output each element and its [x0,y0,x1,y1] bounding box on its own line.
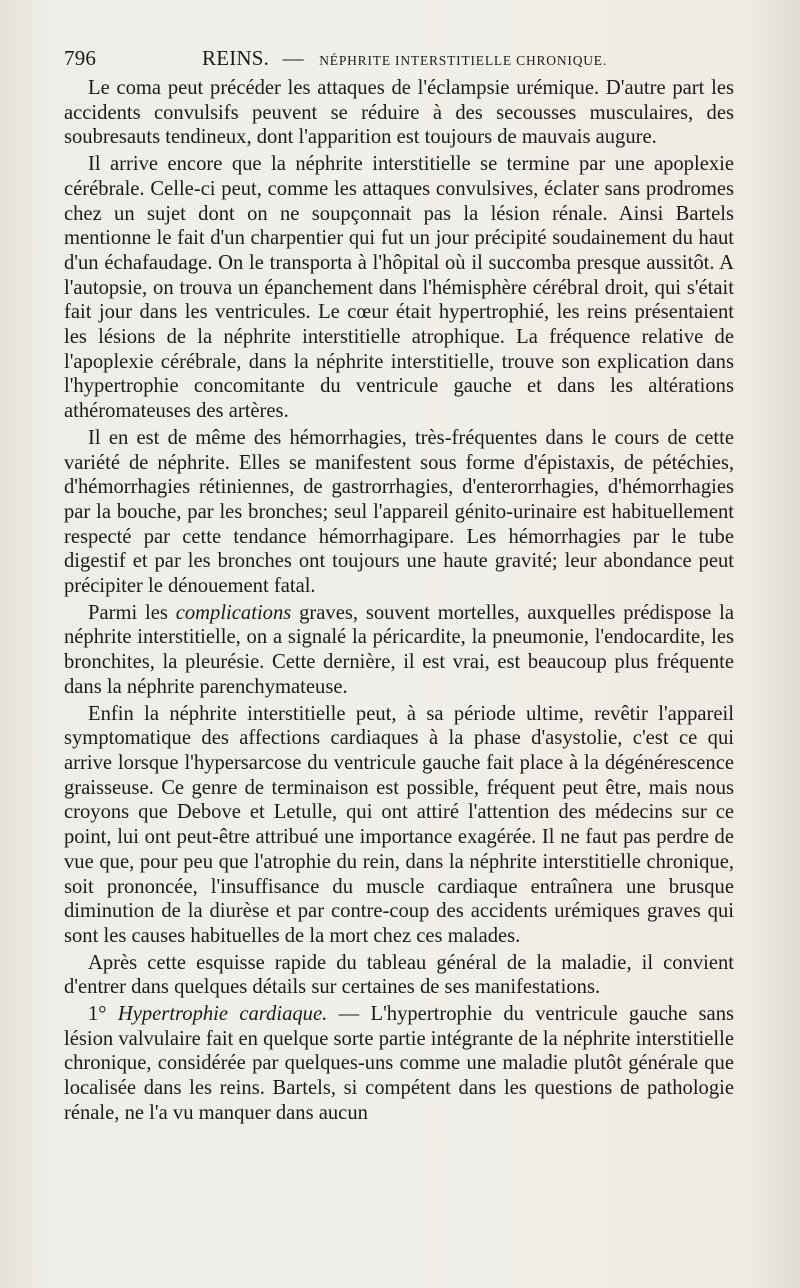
complications-intro: Parmi les [88,601,176,624]
hypertrophie-body: — L'hypertrophie du ventricule gauche sans lésion valvulaire fait en quelque sorte partie intégrante de la néphrite interstitielle chronique, considérée par quelques-uns comme une maladie plutôt générale que localisée dans les reins. Bartels, si compétent dans les questions de pathologie rénale, ne l'a vu manquer dans aucun [64,1003,734,1124]
subsection-title: NÉPHRITE INTERSTITIELLE CHRONIQUE. [319,53,608,68]
paragraph-coma: Le coma peut précéder les attaques de l'éclampsie urémique. D'autre part les accidents convulsifs peuvent se réduire à des secousses musculaires, des soubresauts tendineux, dont l'apparition est toujours de mauvais augure. [64,77,734,149]
paragraph-apoplexie: Il arrive encore que la néphrite interstitielle se termine par une apoplexie cérébrale. Celle-ci peut, comme les attaques convulsives, éclater sans prodromes chez un sujet dont on ne soupçonnait pas la lésion rénale. Ainsi Bartels mentionne le fait d'un charpentier qui fut un jour précipité soudainement du haut d'un échafaudage. On le transporta à l'hôpital où il succomba presque aussitôt. A l'autopsie, on trouva un épanchement dans l'hémisphère cérébral droit, qui s'était fait jour dans les ventricules. Le cœur était hypertrophié, les reins présentaient les lésions de la néphrite interstitielle atrophique. La fréquence relative de l'apoplexie cérébrale, dans la néphrite interstitielle, trouve son explication dans l'hypertrophie concomitante du ventricule gauche et dans les altérations athéromateuses des artères. [64,153,734,423]
section-heading: Hypertrophie cardiaque. [117,1003,328,1026]
paragraph-transition: Après cette esquisse rapide du tableau général de la maladie, il convient d'entrer dans quelques détails sur certaines de ses manifestations. [64,951,734,999]
section-title: REINS. [202,46,270,70]
paragraph-complications [64,601,734,700]
header-dash: — [282,46,304,70]
paragraph-hemorrhagies: Il en est de même des hémorrhagies, très-fréquentes dans le cours de cette variété de néphrite. Elles se manifestent sous forme d'épistaxis, de pétéchies, d'hémorrhagies rétiniennes, de gastrorrhagies, d'enterorrhagies, d'hémorrhagies par la bouche, par les bronches; seul l'appareil génito-urinaire est habituellement respecté par cette tendance hémorrhagipare. Les hémorrhagies par le tube digestif et par les bronches ont toujours une haute gravité; leur abondance peut précipiter le dénouement fatal. [64,426,734,598]
paragraph-asystolie: Enfin la néphrite interstitielle peut, à sa période ultime, revêtir l'appareil symptomatique des affections cardiaques à la phase d'asystolie, c'est ce qui arrive lorsque l'hypersarcose du ventricule gauche fait place à la dégénérescence graisseuse. Ce genre de terminaison est possible, fréquent peut être, mais nous croyons que Debove et Letulle, qui ont attiré l'attention des médecins sur ce point, lui ont peut-être attribué une importance exagérée. Il ne faut pas perdre de vue que, pour peu que l'atrophie du rein, dans la néphrite interstitielle chronique, soit prononcée, l'insuffisance du muscle cardiaque entraînera une brusque diminution de la diurèse et par contre-coup des accidents urémiques graves qui sont les causes habituelles de la mort chez ces malades. [64,702,734,947]
complications-body: graves, souvent mortelles, auxquelles prédispose la néphrite interstitielle, on a signalé la péricardite, la pneumonie, l'endocardite, les bronchites, la pleurésie. Cette dernière, il est vrai, est beaucoup plus fréquente dans la néphrite parenchymateuse. [64,601,734,698]
page-number: 796 [64,46,97,70]
body-text [64,76,734,1126]
running-title [202,46,607,71]
running-header [64,40,734,76]
paragraph-hypertrophie [64,1002,734,1126]
complications-term: complications [175,601,292,624]
section-number: 1° [88,1003,118,1026]
